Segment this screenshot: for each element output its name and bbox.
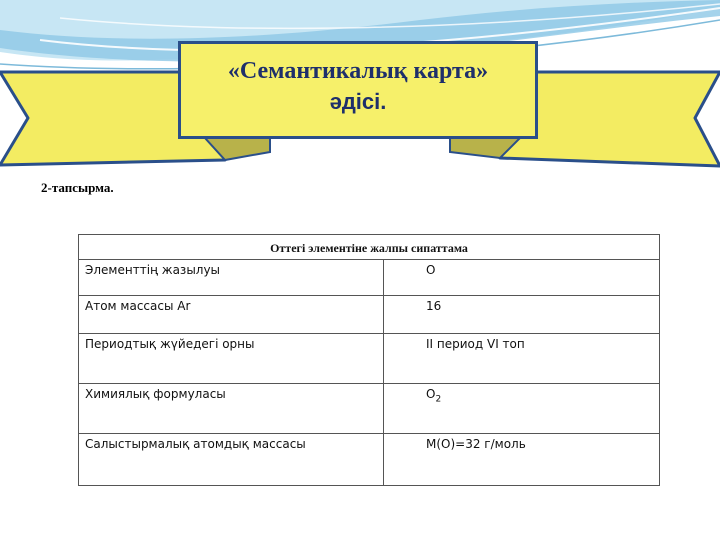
table-header-row bbox=[79, 235, 660, 260]
property-cell: Химиялық формуласы bbox=[79, 384, 384, 434]
formula-symbol: O bbox=[426, 387, 436, 401]
banner-title: «Семантикалық карта» bbox=[227, 58, 489, 84]
value-cell: O bbox=[384, 260, 660, 296]
property-cell: Периодтық жүйедегі орны bbox=[79, 334, 384, 384]
task-label: 2-тапсырма. bbox=[41, 180, 114, 195]
table-row bbox=[79, 384, 660, 434]
title-banner bbox=[178, 41, 538, 139]
formula-subscript: 2 bbox=[435, 394, 442, 405]
property-cell: Салыстырмалық атомдық массасы bbox=[79, 434, 384, 486]
value-cell: M(O)=32 г/моль bbox=[384, 434, 660, 486]
table-row bbox=[79, 260, 660, 296]
value-cell: 16 bbox=[384, 296, 660, 334]
value-cell bbox=[384, 384, 660, 434]
table-title: Оттегі элементіне жалпы сипаттама bbox=[79, 235, 660, 260]
banner-subtitle: әдісі. bbox=[329, 89, 387, 114]
table-row bbox=[79, 296, 660, 334]
property-cell: Атом массасы Ar bbox=[79, 296, 384, 334]
property-cell: Элементтің жазылуы bbox=[79, 260, 384, 296]
oxygen-properties-table bbox=[78, 234, 660, 486]
value-cell: II период VI топ bbox=[384, 334, 660, 384]
table-row bbox=[79, 434, 660, 486]
table-row bbox=[79, 334, 660, 384]
